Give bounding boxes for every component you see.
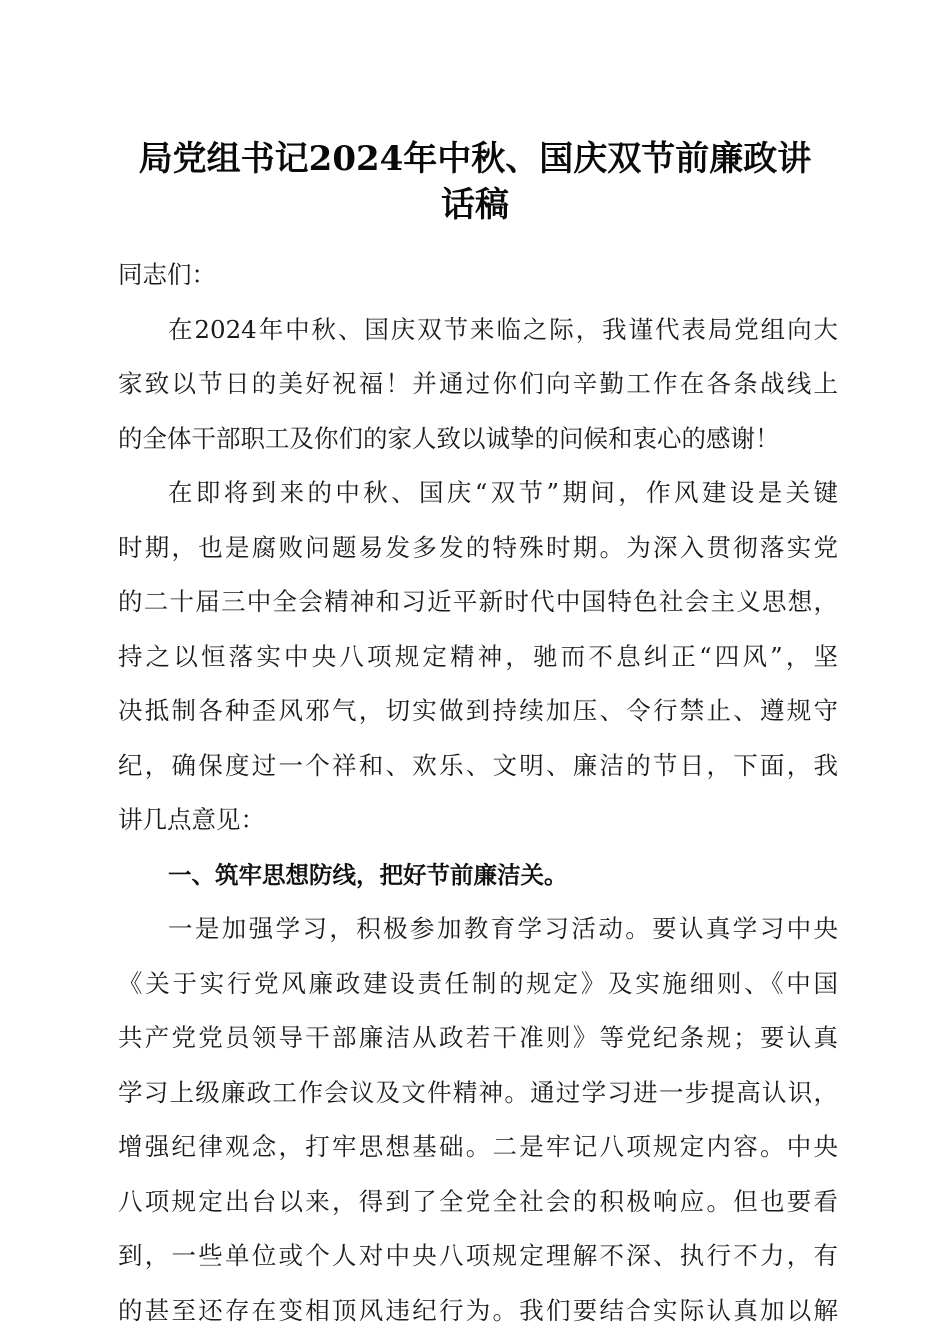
section-heading: 一、筑牢思想防线，把好节前廉洁关。 [168, 860, 568, 889]
text-line: 到，一些单位或个人对中央八项规定理解不深、执行不力，有 [118, 1241, 838, 1270]
salutation: 同志们： [118, 260, 216, 289]
text-line: 在2024年中秋、国庆双节来临之际，我谨代表局党组向大 [168, 314, 838, 344]
paragraph-context [118, 466, 838, 848]
title-line-2: 话稿 [441, 185, 509, 225]
text-line: 增强纪律观念，打牢思想基础。二是牢记八项规定内容。中央 [118, 1132, 838, 1161]
text-line: 《关于实行党风廉政建设责任制的规定》及实施细则、《中国 [118, 968, 838, 998]
text-line: 八项规定出台以来，得到了全党全社会的积极响应。但也要看 [118, 1186, 838, 1216]
document-title [120, 136, 830, 228]
text-line: 的二十届三中全会精神和习近平新时代中国特色社会主义思想， [118, 587, 838, 616]
text-line: 决抵制各种歪风邪气，切实做到持续加压、令行禁止、遵规守 [118, 696, 838, 725]
text-line: 共产党党员领导干部廉洁从政若干准则》等党纪条规；要认真 [118, 1023, 838, 1052]
section-heading-1 [118, 848, 838, 903]
paragraph-study [118, 902, 838, 1338]
text-line: 持之以恒落实中央八项规定精神，驰而不息纠正“四风”，坚 [118, 641, 838, 671]
text-line: 的甚至还存在变相顶风违纪行为。我们要结合实际认真加以解 [118, 1295, 838, 1325]
text-line: 一是加强学习，积极参加教育学习活动。要认真学习中央 [168, 914, 838, 943]
text-line: 家致以节日的美好祝福！并通过你们向辛勤工作在各条战线上 [118, 369, 838, 398]
paragraph-greeting [118, 303, 838, 467]
text-line: 在即将到来的中秋、国庆“双节”期间，作风建设是关键 [168, 478, 838, 507]
text-line: 学习上级廉政工作会议及文件精神。通过学习进一步提高认识， [118, 1077, 838, 1107]
title-line-1: 局党组书记2024年中秋、国庆双节前廉政讲 [138, 139, 812, 179]
text-line: 的全体干部职工及你们的家人致以诚挚的问候和衷心的感谢！ [118, 423, 780, 453]
document-body [118, 248, 838, 1338]
text-line: 时期，也是腐败问题易发多发的特殊时期。为深入贯彻落实党 [118, 532, 838, 562]
text-line: 讲几点意见： [118, 805, 265, 834]
text-line: 纪，确保度过一个祥和、欢乐、文明、廉洁的节日，下面，我 [118, 750, 838, 780]
